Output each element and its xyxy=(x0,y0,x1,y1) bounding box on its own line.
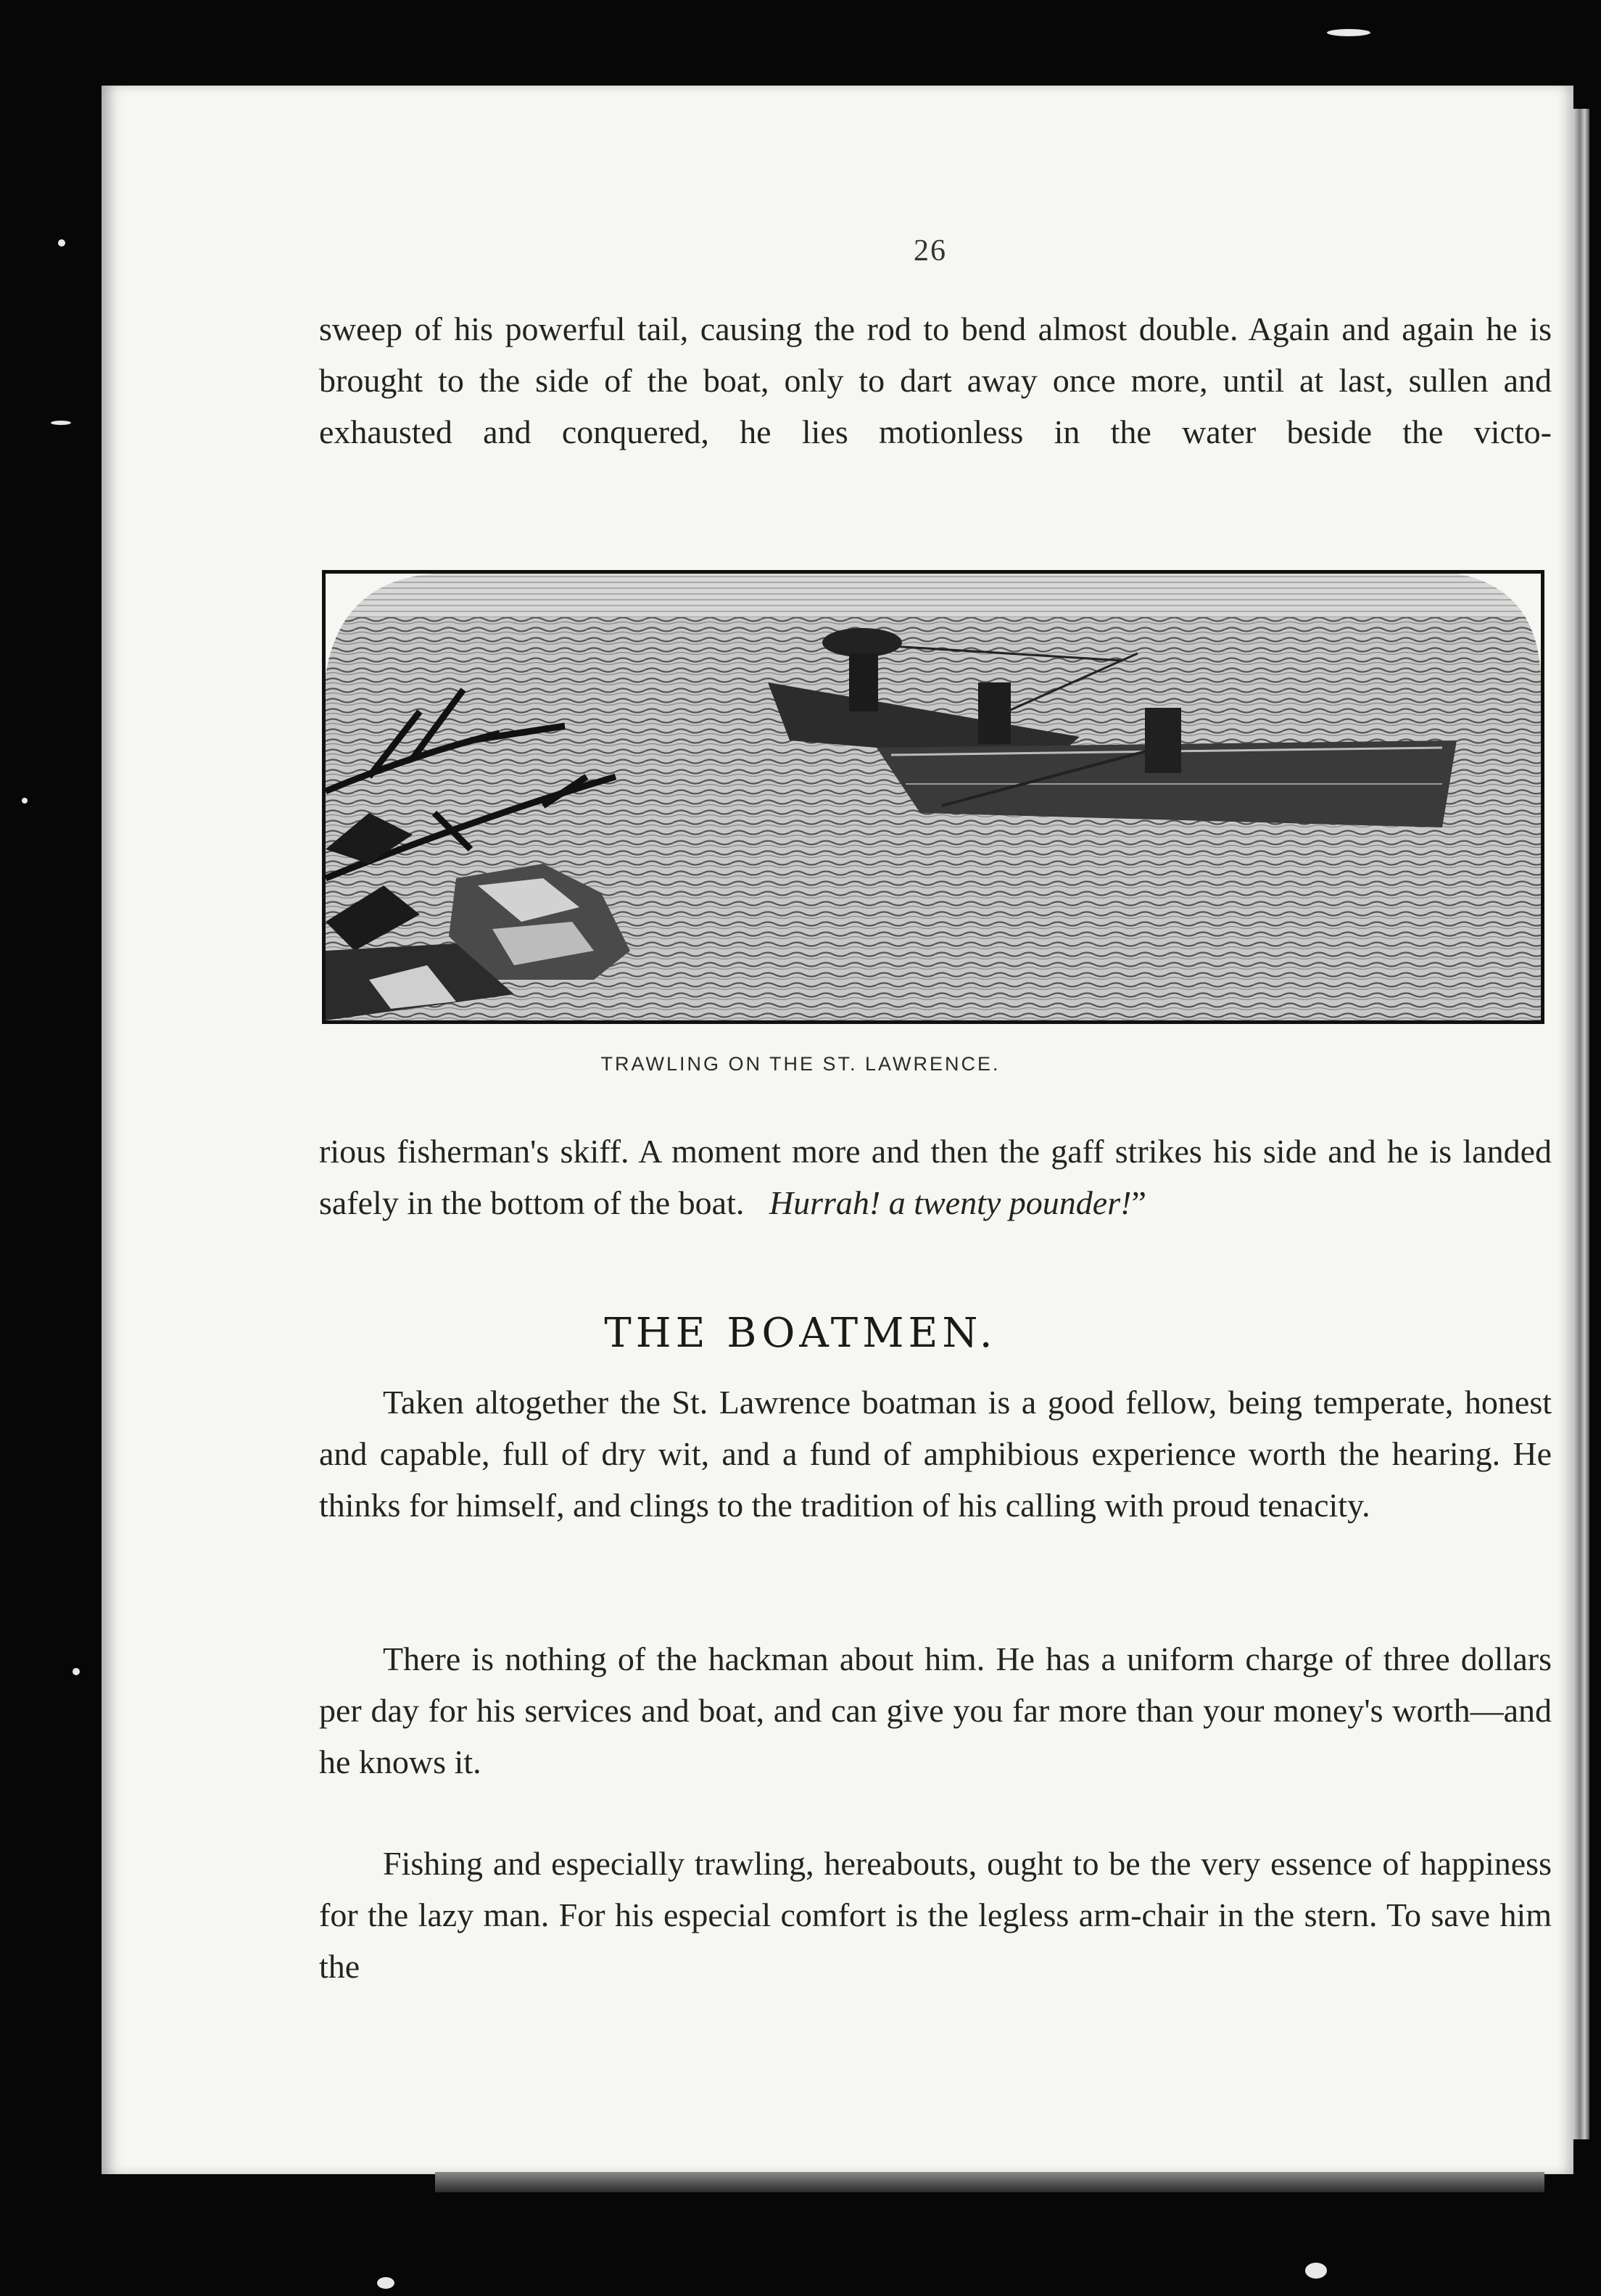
scan-speck xyxy=(1327,29,1370,36)
paragraph-boatman-3: Fishing and especially trawling, hereabouts, ought to be the very essence of happiness for the lazy man. For his especial comfort is the legless arm-chair in the stern. To save him the xyxy=(319,1845,1552,1985)
engraving-drawing xyxy=(326,574,1541,1020)
scan-speck xyxy=(58,239,65,247)
figure-caption: TRAWLING ON THE ST. LAWRENCE. xyxy=(600,1053,1001,1075)
continuation-text: rious fisherman's skiff. A moment more and then the gaff strikes his side and he is landed safely in the bottom of the boat. xyxy=(319,1133,1552,1221)
paragraph-continuation xyxy=(319,1126,1552,1228)
continuation-exclamation: Hurrah! a twenty pounder! xyxy=(769,1184,1132,1221)
page-number: 26 xyxy=(914,234,947,268)
page-edge xyxy=(1573,109,1589,2139)
paragraph-boatman-1: Taken altogether the St. Lawrence boatman is a good fellow, being temperate, honest and capable, full of dry wit, and a fund of amphibious experience worth the hearing. He thinks for himself, and clings to the tradition of his calling with proud tenacity. xyxy=(319,1384,1552,1524)
scan-speck xyxy=(1305,2263,1327,2279)
paragraph-boatman-2: There is nothing of the hackman about him. He has a uniform charge of three dollars per day for his services and boat, and can give you far more than your money's worth—and he knows it. xyxy=(319,1640,1552,1780)
trawling-illustration xyxy=(322,570,1544,1024)
scan-speck xyxy=(73,1668,80,1675)
scan-speck xyxy=(22,798,28,804)
section-heading: THE BOATMEN. xyxy=(604,1310,997,1357)
page-bottom-shadow xyxy=(435,2172,1544,2192)
continuation-quote-end: ” xyxy=(1131,1184,1146,1221)
scan-speck xyxy=(51,421,71,425)
paragraph-top: sweep of his powerful tail, causing the rod to bend almost double. Again and again he is brought to the side of the boat, only to dart away once more, until at last, sullen and exhausted and conquered, he lies motionless in the water beside the victo- xyxy=(319,310,1552,450)
scan-speck xyxy=(377,2277,394,2289)
